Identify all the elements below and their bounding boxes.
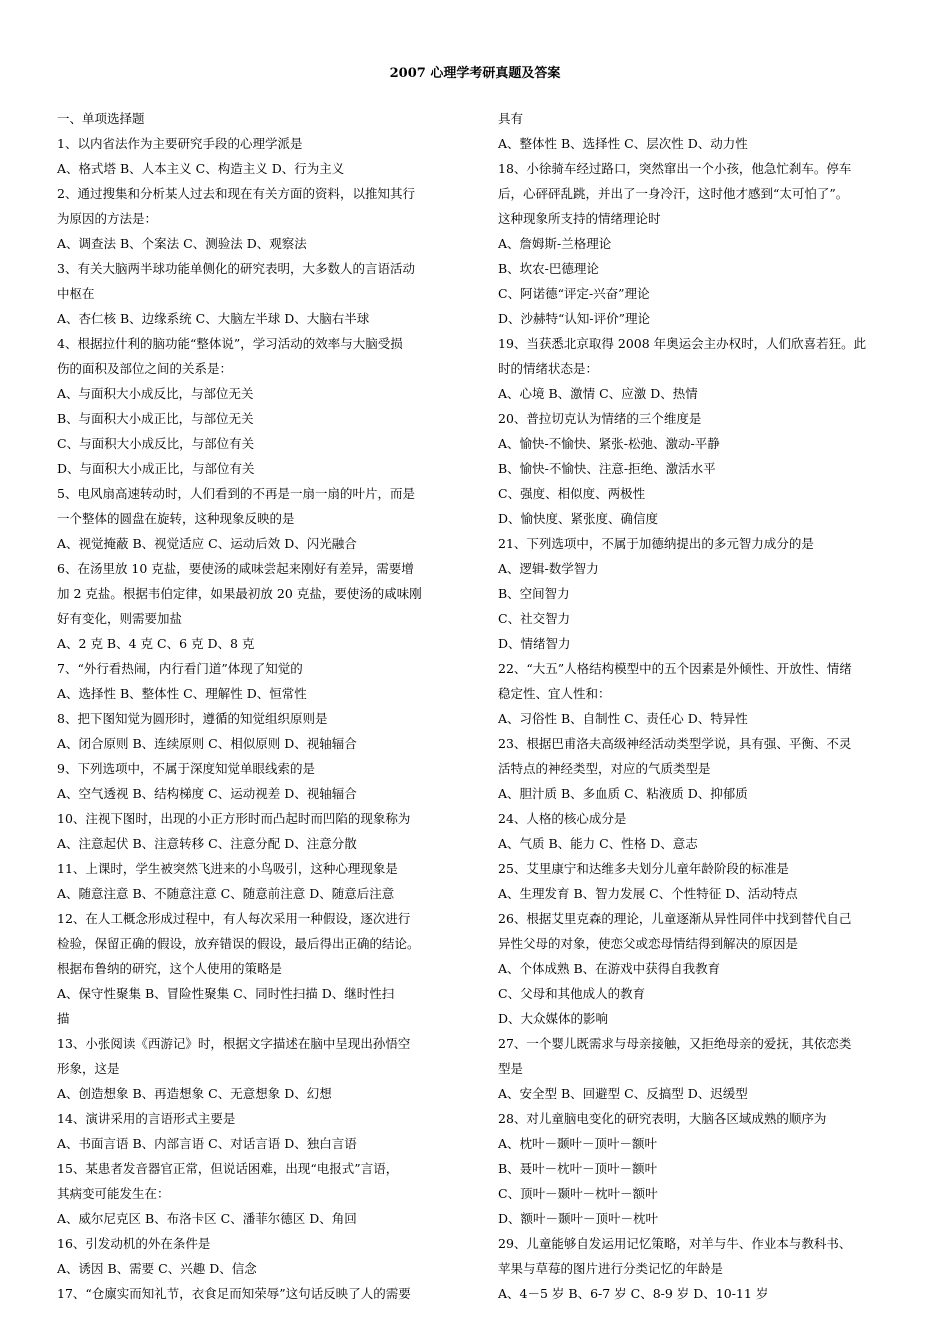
text-line: 7、“外行看热闹，内行看门道”体现了知觉的 [57,661,303,676]
text-line: 具有 [498,111,524,126]
text-line: A、心境 B、激情 C、应激 D、热情 [498,386,698,401]
text-line: 根据布鲁纳的研究，这个人使用的策略是 [57,961,283,976]
text-line: A、生理发育 B、智力发展 C、个性特征 D、活动特点 [498,886,798,901]
text-line: A、愉快-不愉快、紧张-松弛、激动-平静 [498,436,720,451]
text-line: 16、引发动机的外在条件是 [57,1236,211,1251]
text-line: A、空气透视 B、结构梯度 C、运动视差 D、视轴辐合 [57,786,357,801]
text-line: 25、艾里康宁和达维多夫划分儿童年龄阶段的标准是 [498,861,789,876]
text-line: D、情绪智力 [498,636,571,651]
text-line: A、个体成熟 B、在游戏中获得自我教育 [498,961,721,976]
text-line: 异性父母的对象，使恋父或恋母情结得到解决的原因是 [498,936,799,951]
text-line: C、父母和其他成人的教育 [498,986,646,1001]
text-line: 10、注视下图时，出现的小正方形时而凸起时而凹陷的现象称为 [57,811,411,826]
text-line: 为原因的方法是： [57,211,158,226]
text-line: 28、对儿童脑电变化的研究表明，大脑各区域成熟的顺序为 [498,1111,827,1126]
text-line: 苹果与草莓的图片进行分类记忆的年龄是 [498,1261,724,1276]
left-column [57,106,469,1306]
text-line: 5、电风扇高速转动时，人们看到的不再是一扇一扇的叶片，而是 [57,486,415,501]
text-line: 9、下列选项中，不属于深度知觉单眼线索的是 [57,761,315,776]
text-line: 形象，这是 [57,1061,120,1076]
text-line: A、安全型 B、回避型 C、反搞型 D、迟缓型 [498,1086,748,1101]
page-title: 2007 心理学考研真题及答案 [389,66,561,81]
text-line: A、气质 B、能力 C、性格 D、意志 [498,836,698,851]
text-line: A、习俗性 B、自制性 C、责任心 D、特异性 [498,711,748,726]
text-line: B、坎农-巴德理论 [498,261,599,276]
text-line: 15、某患者发音器官正常，但说话困难，出现“电报式”言语， [57,1161,399,1176]
text-line: 18、小徐骑车经过路口，突然窜出一个小孩，他急忙刹车。停车 [498,161,852,176]
text-line: 描 [57,1011,70,1026]
text-line: A、书面言语 B、内部言语 C、对话言语 D、独白言语 [57,1136,357,1151]
text-line: 17、“仓廪实而知礼节，衣食足而知荣辱”这句话反映了人的需要 [57,1286,411,1301]
text-line: A、保守性聚集 B、冒险性聚集 C、同时性扫描 D、继时性扫 [57,986,395,1001]
text-line: 时的情绪状态是： [498,361,599,376]
text-line: A、威尔尼克区 B、布洛卡区 C、潘菲尔德区 D、角回 [57,1211,357,1226]
text-line: C、社交智力 [498,611,571,626]
text-line: 4、根据拉什利的脑功能“整体说”，学习活动的效率与大脑受损 [57,336,403,351]
text-line: B、聂叶－枕叶－顶叶－额叶 [498,1161,658,1176]
text-line: 2、通过搜集和分析某人过去和现在有关方面的资料，以推知其行 [57,186,415,201]
text-line: A、调查法 B、个案法 C、测验法 D、观察法 [57,236,307,251]
text-line: A、整体性 B、选择性 C、层次性 D、动力性 [498,136,748,151]
text-line: A、闭合原则 B、连续原则 C、相似原则 D、视轴辐合 [57,736,357,751]
text-line: 12、在人工概念形成过程中，有人每次采用一种假设，逐次进行 [57,911,411,926]
text-line: 6、在汤里放 10 克盐，要使汤的咸味尝起来刚好有差异，需要增 [57,561,414,576]
text-line: 26、根据艾里克森的理论，儿童逐渐从异性同伴中找到替代自己 [498,911,852,926]
text-line: 活特点的神经类型，对应的气质类型是 [498,761,711,776]
text-line: 23、根据巴甫洛夫高级神经活动类型学说，具有强、平衡、不灵 [498,736,852,751]
text-line: 19、当获悉北京取得 2008 年奥运会主办权时，人们欣喜若狂。此 [498,336,867,351]
text-line: C、阿诺德“评定-兴奋”理论 [498,286,650,301]
right-column [498,106,910,1306]
text-line: B、空间智力 [498,586,570,601]
text-line: 3、有关大脑两半球功能单侧化的研究表明，大多数人的言语活动 [57,261,415,276]
text-line: A、随意注意 B、不随意注意 C、随意前注意 D、随意后注意 [57,886,395,901]
text-line: 13、小张阅读《西游记》时，根据文字描述在脑中呈现出孙悟空 [57,1036,411,1051]
text-line: D、与面积大小成正比，与部位有关 [57,461,255,476]
text-line: 11、上课时，学生被突然飞进来的小鸟吸引，这种心理现象是 [57,861,398,876]
text-line: A、注意起伏 B、注意转移 C、注意分配 D、注意分散 [57,836,357,851]
text-line: 24、人格的核心成分是 [498,811,627,826]
text-line: B、与面积大小成正比，与部位无关 [57,411,254,426]
text-line: A、4－5 岁 B、6-7 岁 C、8-9 岁 D、10-11 岁 [498,1286,769,1301]
text-line: A、选择性 B、整体性 C、理解性 D、恒常性 [57,686,307,701]
text-line: 一个整体的圆盘在旋转，这种现象反映的是 [57,511,295,526]
text-line: 14、演讲采用的言语形式主要是 [57,1111,236,1126]
text-line: D、大众媒体的影响 [498,1011,609,1026]
text-line: 检验，保留正确的假设，放弃错误的假设，最后得出正确的结论。 [57,936,420,951]
text-line: D、愉快度、紧张度、确信度 [498,511,659,526]
text-line: A、视觉掩蔽 B、视觉适应 C、运动后效 D、闪光融合 [57,536,357,551]
text-line: B、愉快-不愉快、注意-拒绝、激活水平 [498,461,716,476]
text-line: 1、以内省法作为主要研究手段的心理学派是 [57,136,303,151]
text-line: A、杏仁核 B、边缘系统 C、大脑左半球 D、大脑右半球 [57,311,370,326]
text-line: A、创造想象 B、再造想象 C、无意想象 D、幻想 [57,1086,332,1101]
text-line: D、沙赫特“认知-评价”理论 [498,311,651,326]
text-line: 一、单项选择题 [57,111,145,126]
text-line: 其病变可能发生在： [57,1186,170,1201]
text-line: C、顶叶－颞叶－枕叶－额叶 [498,1186,658,1201]
text-line: A、胆汁质 B、多血质 C、粘液质 D、抑郁质 [498,786,748,801]
text-line: 这种现象所支持的情绪理论时 [498,211,661,226]
text-line: A、枕叶－颞叶－顶叶－额叶 [498,1136,658,1151]
text-line: 型是 [498,1061,524,1076]
text-line: 29、儿童能够自发运用记忆策略，对羊与牛、作业本与教科书、 [498,1236,852,1251]
text-line: 20、普拉切克认为情绪的三个维度是 [498,411,702,426]
text-line: 伤的面积及部位之间的关系是： [57,361,233,376]
text-line: A、与面积大小成反比，与部位无关 [57,386,254,401]
text-line: 21、下列选项中，不属于加德纳提出的多元智力成分的是 [498,536,814,551]
text-line: 加 2 克盐。根据韦伯定律，如果最初放 20 克盐，要使汤的咸味刚 [57,586,422,601]
text-line: D、额叶－颞叶－顶叶－枕叶 [498,1211,659,1226]
text-line: A、格式塔 B、人本主义 C、构造主义 D、行为主义 [57,161,345,176]
text-line: A、2 克 B、4 克 C、6 克 D、8 克 [57,636,255,651]
text-line: A、逻辑-数学智力 [498,561,599,576]
text-line: 22、“大五”人格结构模型中的五个因素是外倾性、开放性、情绪 [498,661,852,676]
text-line: 中枢在 [57,286,95,301]
text-line: 稳定性、宜人性和： [498,686,611,701]
text-line: A、詹姆斯-兰格理论 [498,236,612,251]
text-line: 27、一个婴儿既需求与母亲接触，又拒绝母亲的爱抚，其依恋类 [498,1036,852,1051]
text-line: A、诱因 B、需要 C、兴趣 D、信念 [57,1261,257,1276]
text-line: C、强度、相似度、两极性 [498,486,646,501]
text-line: 好有变化，则需要加盐 [57,611,183,626]
text-line: C、与面积大小成反比，与部位有关 [57,436,255,451]
text-line: 后，心砰砰乱跳，并出了一身冷汗，这时他才感到“太可怕了”。 [498,186,849,201]
text-line: 8、把下图知觉为圆形时，遵循的知觉组织原则是 [57,711,328,726]
